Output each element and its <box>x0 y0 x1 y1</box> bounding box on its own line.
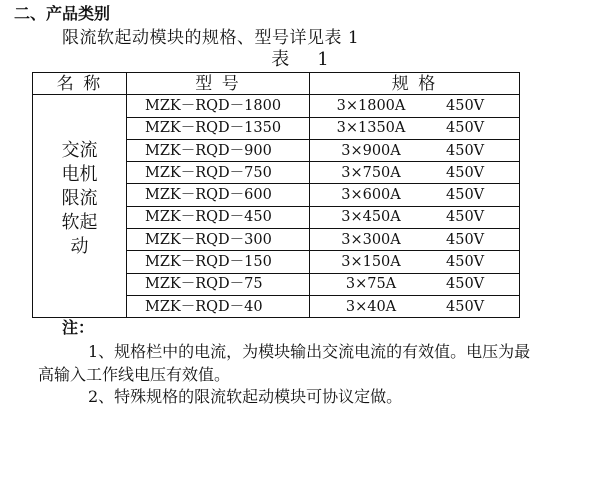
model-cell: MZK－RQD－450 <box>127 206 310 228</box>
spec-cell <box>310 139 520 161</box>
voltage-value: 450V <box>446 97 485 114</box>
note-item: 2、特殊规格的限流软起动模块可协议定做。 <box>88 387 403 406</box>
intro-text: 限流软起动模块的规格、型号详见表 1 <box>62 28 360 48</box>
voltage-value: 450V <box>446 142 485 159</box>
model-cell: MZK－RQD－75 <box>127 273 310 295</box>
current-value: 3×900A <box>341 142 401 159</box>
current-value: 3×600A <box>341 187 401 204</box>
product-name-line: 交流 <box>61 140 98 162</box>
product-name-line: 限流 <box>61 188 98 210</box>
current-value: 3×750A <box>341 164 401 181</box>
spec-cell <box>310 251 520 273</box>
spec-cell <box>310 117 520 139</box>
model-cell: MZK－RQD－750 <box>127 162 310 184</box>
model-cell: MZK－RQD－600 <box>127 184 310 206</box>
current-value: 3×75A <box>345 276 397 293</box>
voltage-value: 450V <box>446 187 485 204</box>
header-spec: 规 格 <box>310 73 520 95</box>
spec-cell <box>310 162 520 184</box>
model-cell: MZK－RQD－150 <box>127 251 310 273</box>
spec-cell <box>310 95 520 117</box>
current-value: 3×40A <box>345 298 397 315</box>
notes-title: 注： <box>62 318 95 337</box>
table-body <box>33 95 520 318</box>
current-value: 3×300A <box>341 231 401 248</box>
model-cell: MZK－RQD－300 <box>127 229 310 251</box>
voltage-value: 450V <box>446 231 485 248</box>
model-cell: MZK－RQD－40 <box>127 295 310 317</box>
voltage-value: 450V <box>446 276 485 293</box>
table-caption-label: 表 <box>271 49 290 70</box>
header-model: 型 号 <box>127 73 310 95</box>
voltage-value: 450V <box>446 164 485 181</box>
current-value: 3×150A <box>341 254 401 271</box>
current-value: 3×1800A <box>336 97 406 114</box>
note-item: 1、规格栏中的电流，为模块输出交流电流的有效值。电压为最高输入工作线电压有效值。 <box>38 342 531 384</box>
current-value: 3×450A <box>341 209 401 226</box>
product-name-line: 动 <box>70 236 89 258</box>
model-cell: MZK－RQD－1800 <box>127 95 310 117</box>
spec-cell <box>310 273 520 295</box>
table-row <box>33 95 520 117</box>
current-value: 3×1350A <box>336 120 406 137</box>
model-cell: MZK－RQD－900 <box>127 139 310 161</box>
voltage-value: 450V <box>446 120 485 137</box>
voltage-value: 450V <box>446 209 485 226</box>
header-name: 名 称 <box>33 73 127 95</box>
table-caption-number: 1 <box>317 49 329 70</box>
spec-cell <box>310 184 520 206</box>
voltage-value: 450V <box>446 254 485 271</box>
table-caption <box>0 50 600 70</box>
table-header-row <box>33 73 520 95</box>
spec-cell <box>310 206 520 228</box>
product-name-line: 电机 <box>61 164 98 186</box>
section-heading: 二、产品类别 <box>14 4 111 23</box>
spec-cell <box>310 295 520 317</box>
spec-cell <box>310 229 520 251</box>
product-name-cell <box>33 95 127 318</box>
spec-table <box>32 72 520 318</box>
product-name-line: 软起 <box>61 212 98 234</box>
model-cell: MZK－RQD－1350 <box>127 117 310 139</box>
voltage-value: 450V <box>446 298 485 315</box>
